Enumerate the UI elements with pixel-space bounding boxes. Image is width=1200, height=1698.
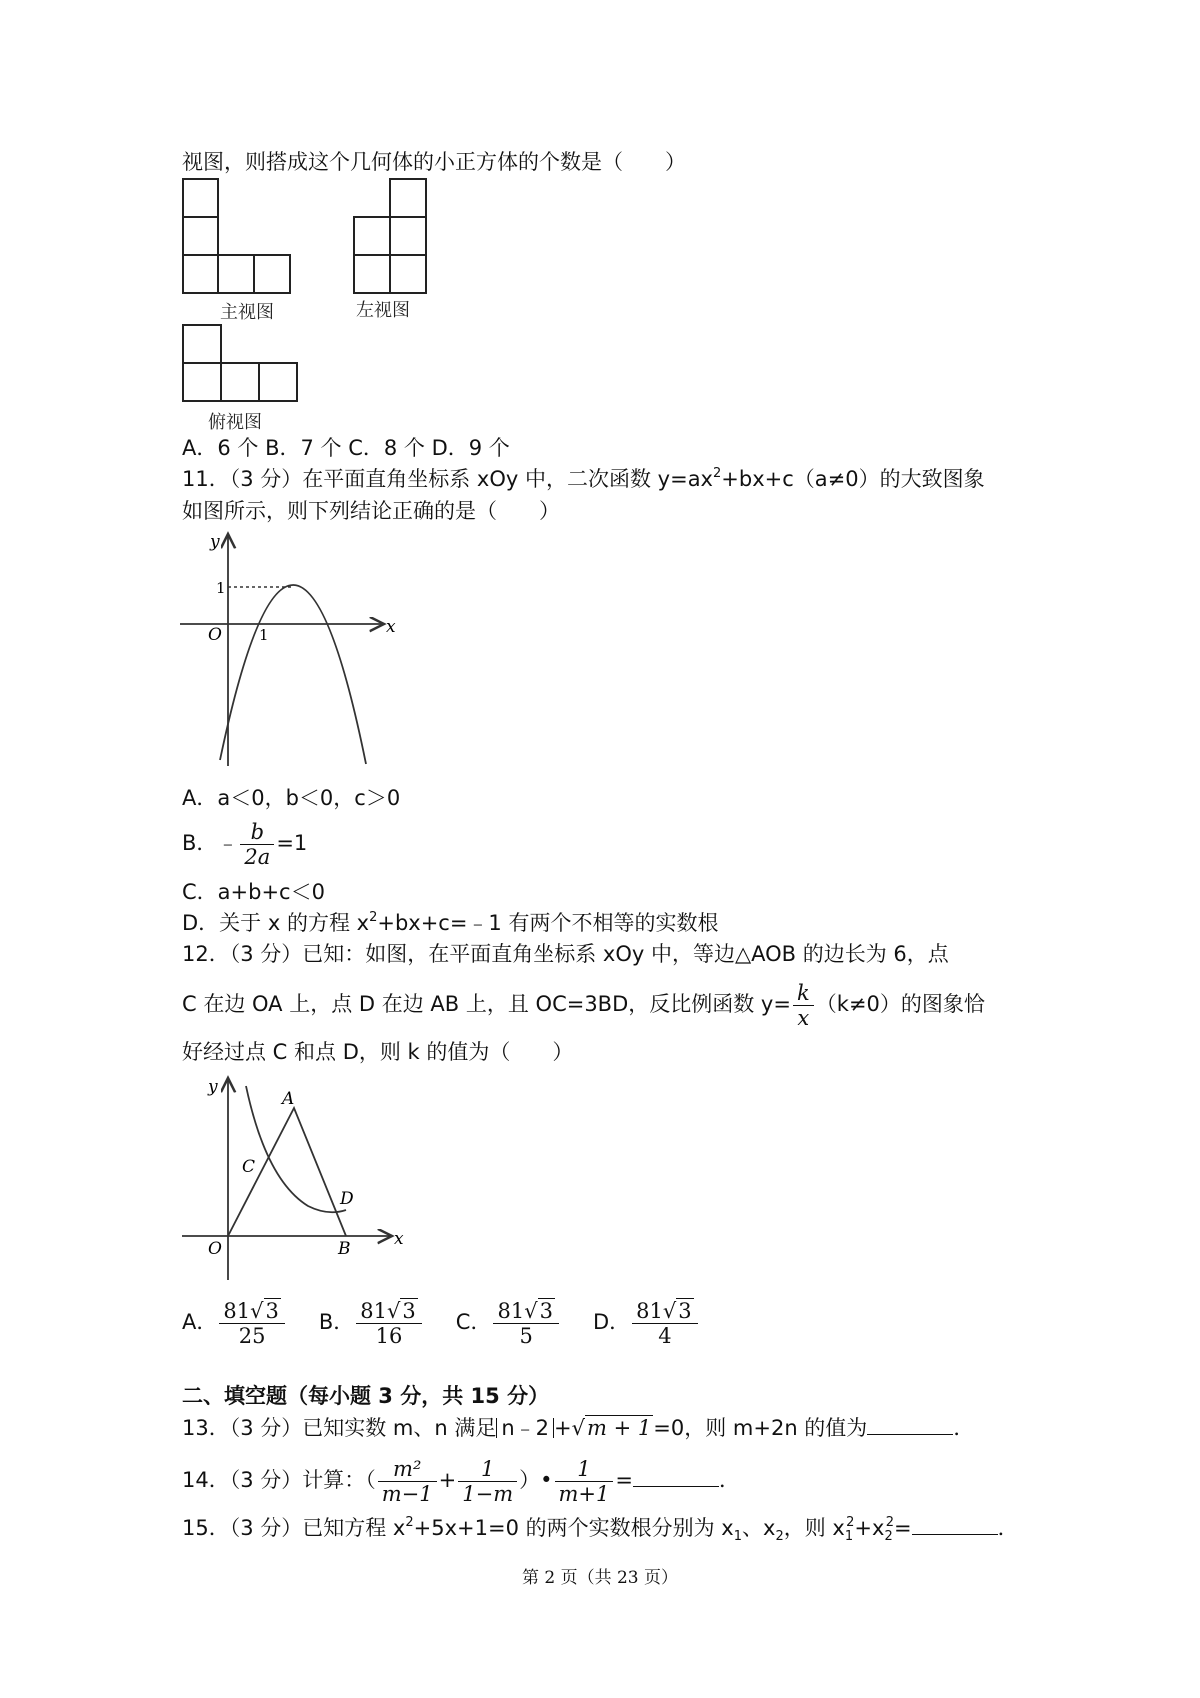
top-view-caption: 俯视图 [208,412,262,433]
q12-option-denominator: 16 [356,1323,422,1348]
front-view-caption: 主视图 [220,302,274,323]
q13-abs: n﹣2 [496,1418,554,1438]
q11-line1 [182,465,985,497]
q12-options [182,1292,732,1352]
left-view-figure [352,178,432,296]
q14-f1-num: m² [393,1456,422,1481]
q11-optB [182,818,307,869]
q15-answer-blank[interactable] [912,1514,998,1535]
q15-d: ，则 x [783,1516,845,1540]
graph2-origin-label: O [208,1239,222,1259]
q12-option-radicand: 3 [539,1298,553,1323]
q15-e: +x [854,1516,885,1540]
q12-option-sqrt: √3 [524,1298,553,1323]
q15-sup1: 2 [405,1515,414,1530]
q14-d: ． [719,1468,740,1492]
q12-option-fraction [632,1299,698,1348]
q15-sup3: 2 [846,1515,855,1530]
point-B-label: B [338,1239,351,1259]
parabola-curve [220,585,366,764]
parabola-graph [176,528,406,768]
q12-option-sqrt: √3 [387,1298,416,1323]
q11-line2: 如图所示，则下列结论正确的是（ ） [182,499,560,523]
q12-option-num-value: 81 [636,1298,663,1323]
q12-option-sqrt: √3 [662,1298,692,1323]
q12-option-radicand: 3 [402,1298,416,1323]
q11-optB-prefix: B．﹣ [182,831,239,855]
q12-line2-a: C 在边 OA 上，点 D 在边 AB 上，且 OC=3BD，反比例函数 y= [182,992,791,1016]
q15 [182,1514,1019,1546]
q11-optD-a: D．关于 x 的方程 x [182,911,370,935]
q13-d: ． [953,1416,975,1440]
q13-a: 13．（3 分）已知实数 m、n 满足 [182,1416,497,1440]
q13-answer-blank[interactable] [867,1414,953,1435]
q12-option[interactable] [456,1292,561,1352]
q15-c: 、x [742,1516,776,1540]
q11-line1-a: 11．（3 分）在平面直角坐标系 xOy 中，二次函数 y=ax [182,467,713,491]
q11-optD-b: +bx+c=﹣1 有两个不相等的实数根 [377,911,719,935]
q14 [182,1450,740,1510]
q12-line2-b: （k≠0）的图象恰 [815,992,985,1016]
q12-option-num-value: 81 [223,1298,251,1323]
q14-f1-den: m−1 [378,1481,437,1506]
page-footer: 第 2 页（共 23 页） [521,1568,679,1588]
graph-x-label: x [386,617,396,637]
q14-b: ）• [519,1468,553,1492]
front-view-figure [182,178,308,296]
q14-frac3 [555,1457,614,1506]
q14-answer-blank[interactable] [633,1466,719,1487]
q13-b: + [554,1416,572,1440]
q15-g: ． [997,1516,1019,1540]
q12-line1: 12．（3 分）已知：如图，在平面直角坐标系 xOy 中，等边△AOB 的边长为 6，点 [182,942,949,966]
graph-y-tick-1: 1 [216,579,226,597]
q12-option-letter: D． [592,1310,631,1334]
q14-frac1 [378,1457,437,1506]
q11-optD [182,909,718,941]
q15-sub3: 1 [844,1529,854,1544]
point-C-label: C [242,1157,256,1177]
q11-optC: C．a+b+c＜0 [182,880,325,904]
top-view-figure [182,324,308,404]
q10-stem-tail: 视图，则搭成这个几何体的小正方体的个数是（ ） [182,150,686,174]
q15-sub2: 2 [775,1529,784,1544]
q12-option-num-value: 81 [497,1298,525,1323]
q11-optD-sup: 2 [369,910,378,925]
section-2-heading: 二、填空题（每小题 3 分，共 15 分） [182,1384,550,1408]
q13-sqrt-content: m + 1 [587,1416,652,1440]
graph2-y-label: y [208,1077,218,1097]
q15-b: +5x+1=0 的两个实数根分别为 x [413,1516,734,1540]
graph-y-label: y [210,532,220,552]
q14-c: = [615,1468,633,1492]
q12-line2-fraction [793,981,814,1030]
q14-f3-num: 1 [577,1456,591,1481]
q12-option-numerator [632,1299,698,1323]
point-A-label: A [282,1089,295,1109]
q15-f: = [894,1516,912,1540]
q15-sup4: 2 [885,1515,894,1530]
q13-c: =0，则 m+2n 的值为 [653,1416,868,1440]
q12-option-denominator: 5 [493,1323,559,1348]
q12-option-num-value: 81 [360,1298,388,1323]
q11-optB-fraction [240,820,274,869]
q12-line2-num: k [796,980,810,1005]
point-D-label: D [340,1189,354,1209]
graph2-x-label: x [394,1229,404,1249]
q12-option[interactable] [593,1292,700,1352]
q12-option[interactable] [319,1292,424,1352]
q13 [182,1414,974,1442]
q11-optB-num: b [250,819,265,844]
q12-line3: 好经过点 C 和点 D，则 k 的值为（ ） [182,1040,574,1064]
graph-x-tick-1: 1 [259,626,269,644]
q12-option-letter: A． [182,1310,218,1334]
q12-line2-den: x [793,1005,814,1030]
q14-frac2 [458,1457,517,1506]
q12-option-denominator: 25 [219,1323,285,1348]
left-view-caption: 左视图 [356,300,410,321]
q12-option-numerator [493,1299,559,1323]
q12-option-fraction [219,1299,285,1348]
q12-option-fraction [356,1299,422,1348]
q12-option-radicand: 3 [678,1298,692,1323]
q12-line2 [182,978,985,1030]
q11-optA: A．a＜0，b＜0，c＞0 [182,786,401,810]
q14-f2-num: 1 [481,1456,495,1481]
hyperbola-curve [246,1086,346,1212]
graph-origin-label: O [208,625,222,645]
q15-a: 15．（3 分）已知方程 x [182,1516,406,1540]
q14-f3-den: m+1 [555,1481,614,1506]
q11-line1-b: +bx+c（a≠0）的大致图象 [721,467,985,491]
q12-option-letter: B． [318,1310,355,1334]
q12-option-numerator [356,1299,422,1323]
q11-optB-suffix: =1 [276,831,308,855]
q10-options: A．6 个 B．7 个 C．8 个 D．9 个 [182,436,510,460]
q11-line1-sup: 2 [713,466,722,481]
q14-plus: + [438,1468,457,1492]
q12-option-numerator [219,1299,285,1323]
q11-optB-den: 2a [240,844,274,869]
q15-sub4: 2 [884,1529,893,1544]
q12-option-radicand: 3 [265,1298,279,1323]
q12-option-sqrt: √3 [250,1298,279,1323]
q15-sub1: 1 [733,1529,743,1544]
triangle-graph [176,1070,416,1282]
q14-f2-den: 1−m [458,1481,517,1506]
q12-option[interactable] [182,1292,287,1352]
q12-option-denominator: 4 [632,1323,698,1348]
q12-option-letter: C． [455,1310,492,1334]
q12-option-fraction [493,1299,559,1348]
q14-a: 14．（3 分）计算：（ [182,1468,376,1492]
q13-sqrt: √m + 1 [571,1416,652,1440]
